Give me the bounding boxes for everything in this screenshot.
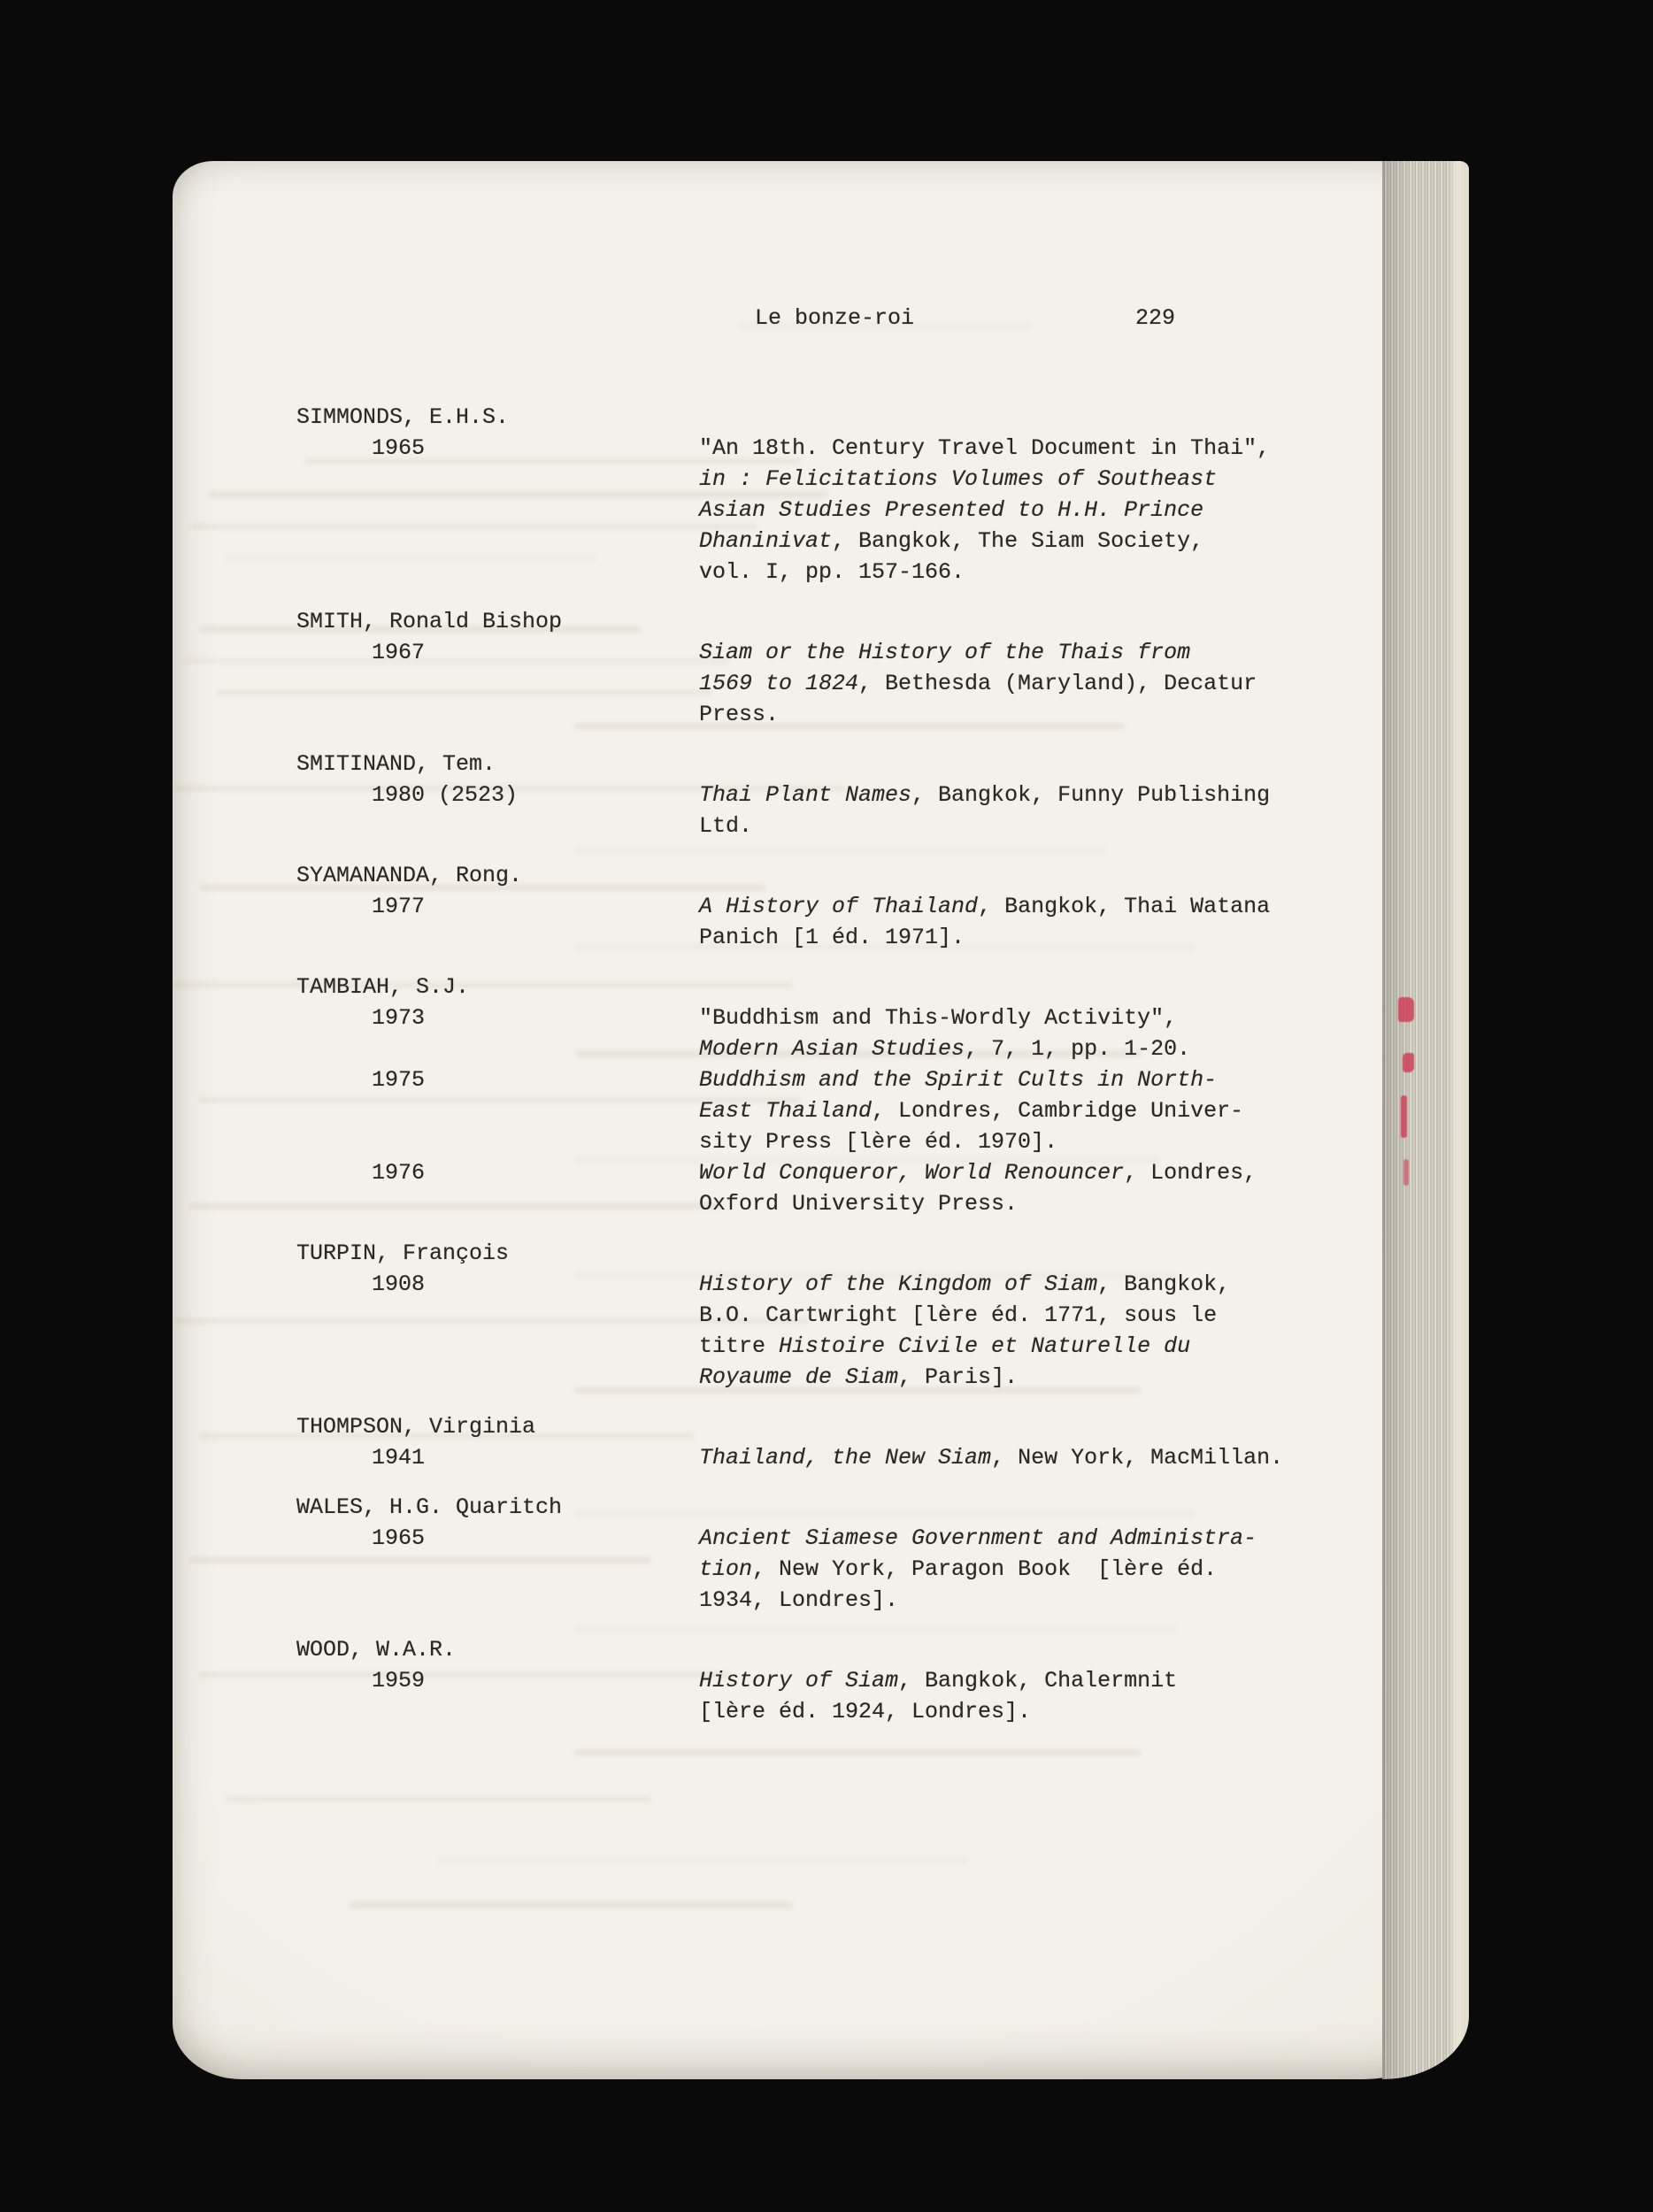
citation-title-italic: Histoire Civile et Naturelle du — [779, 1333, 1191, 1359]
citation-text: , Paris]. — [898, 1364, 1019, 1390]
citation-line — [699, 526, 1411, 557]
work-year: 1941 — [372, 1445, 426, 1471]
citation-text: , Bangkok, — [1097, 1271, 1231, 1297]
work-year: 1980 (2523) — [372, 782, 519, 808]
work-year: 1976 — [372, 1160, 426, 1186]
citation-line — [699, 1300, 1411, 1331]
bibliography-entry — [296, 749, 1411, 841]
citation-line — [699, 1126, 1411, 1157]
entry-work — [296, 891, 1411, 953]
entry-author: SMITINAND, Tem. — [296, 751, 496, 777]
citation-line — [699, 891, 1411, 922]
citation-title-italic: Royaume de Siam — [699, 1364, 899, 1390]
citation-text: vol. I, pp. 157-166. — [699, 559, 965, 585]
citation-title-italic: in : Felicitations Volumes of Southeast — [699, 466, 1218, 492]
entry-work — [296, 637, 1411, 730]
work-year: 1965 — [372, 1525, 426, 1551]
entry-work — [296, 433, 1411, 588]
bibliography-entry — [296, 1492, 1411, 1616]
citation-line — [699, 433, 1411, 464]
entry-author: TURPIN, François — [296, 1240, 510, 1266]
entry-work — [296, 1523, 1411, 1616]
citation-text: 1934, Londres]. — [699, 1587, 899, 1613]
entry-author: SYAMANANDA, Rong. — [296, 863, 523, 888]
work-citation — [699, 1442, 1411, 1473]
work-year: 1975 — [372, 1067, 426, 1093]
citation-text: "Buddhism and This-Wordly Activity", — [699, 1005, 1178, 1031]
citation-text: , Londres, Cambridge Univer- — [872, 1098, 1244, 1124]
bibliography-entries — [296, 402, 1411, 1746]
citation-title-italic: Asian Studies Presented to H.H. Prince — [699, 497, 1204, 523]
running-title: Le bonze-roi — [755, 305, 915, 331]
citation-text: titre — [699, 1333, 780, 1359]
work-citation — [699, 1064, 1411, 1157]
entry-work — [296, 780, 1411, 841]
citation-title-italic: Modern Asian Studies — [699, 1036, 965, 1062]
bleed-through-smudge — [350, 1897, 792, 1913]
entry-author: TAMBIAH, S.J. — [296, 974, 470, 1000]
citation-text: B.O. Cartwright [lère éd. 1771, sous le — [699, 1302, 1218, 1328]
citation-title-italic: East Thailand — [699, 1098, 873, 1124]
entry-author: SIMMONDS, E.H.S. — [296, 404, 510, 430]
citation-line — [699, 1033, 1411, 1064]
citation-line — [699, 1269, 1411, 1300]
citation-line — [699, 1665, 1411, 1696]
work-citation — [699, 637, 1411, 730]
entry-work — [296, 1064, 1411, 1157]
citation-line — [699, 1554, 1411, 1585]
citation-text: Press. — [699, 702, 780, 727]
bleed-through-smudge — [575, 1745, 1142, 1761]
page-edge-stack — [1382, 161, 1469, 2079]
citation-text: , Bethesda (Maryland), Decatur — [858, 671, 1257, 696]
work-citation — [699, 433, 1411, 588]
work-citation — [699, 891, 1411, 953]
page-edge-seam — [1382, 161, 1385, 2079]
bibliography-entry — [296, 860, 1411, 953]
fore-edge-mark — [1403, 1159, 1409, 1186]
page-number: 229 — [1135, 305, 1176, 331]
citation-title-italic: Ancient Siamese Government and Administra- — [699, 1525, 1257, 1551]
citation-line — [699, 1095, 1411, 1126]
work-year: 1959 — [372, 1668, 426, 1694]
work-citation — [699, 1157, 1411, 1219]
citation-line — [699, 922, 1411, 953]
citation-text: , Bangkok, The Siam Society, — [832, 528, 1204, 554]
entry-work — [296, 1157, 1411, 1219]
entry-author: WALES, H.G. Quaritch — [296, 1494, 563, 1520]
entry-work — [296, 1269, 1411, 1393]
citation-line — [699, 1442, 1411, 1473]
bibliography-entry — [296, 1238, 1411, 1393]
citation-line — [699, 668, 1411, 699]
citation-title-italic: A History of Thailand — [699, 894, 979, 919]
citation-line — [699, 1331, 1411, 1362]
citation-text: Panich [1 éd. 1971]. — [699, 925, 965, 950]
citation-text: [lère éd. 1924, Londres]. — [699, 1699, 1032, 1724]
citation-line — [699, 1362, 1411, 1393]
work-year: 1977 — [372, 894, 426, 919]
work-citation — [699, 780, 1411, 841]
bibliography-entry — [296, 402, 1411, 588]
citation-line — [699, 1523, 1411, 1554]
bleed-through-smudge — [438, 1853, 969, 1869]
citation-title-italic: Thai Plant Names — [699, 782, 912, 808]
citation-title-italic: World Conqueror, World Renouncer — [699, 1160, 1125, 1186]
entry-author: SMITH, Ronald Bishop — [296, 609, 563, 634]
citation-line — [699, 1064, 1411, 1095]
citation-text: , New York, Paragon Book [lère éd. — [752, 1556, 1218, 1582]
citation-line — [699, 464, 1411, 495]
entry-work — [296, 1002, 1411, 1064]
entry-author: THOMPSON, Virginia — [296, 1414, 536, 1440]
book-page — [173, 161, 1469, 2079]
citation-title-italic: History of Siam — [699, 1668, 899, 1694]
citation-title-italic: History of the Kingdom of Siam — [699, 1271, 1098, 1297]
entry-author: WOOD, W.A.R. — [296, 1637, 457, 1663]
citation-title-italic: Buddhism and the Spirit Cults in North- — [699, 1067, 1218, 1093]
work-citation — [699, 1523, 1411, 1616]
citation-text: "An 18th. Century Travel Document in Thai", — [699, 435, 1271, 461]
citation-text: , New York, MacMillan. — [991, 1445, 1284, 1471]
citation-text: , Bangkok, Funny Publishing — [911, 782, 1271, 808]
citation-title-italic: tion — [699, 1556, 753, 1582]
citation-line — [699, 780, 1411, 810]
citation-text: , 7, 1, pp. 1-20. — [965, 1036, 1191, 1062]
citation-line — [699, 1696, 1411, 1727]
fore-edge-mark — [1401, 1095, 1407, 1138]
citation-line — [699, 637, 1411, 668]
citation-text: Ltd. — [699, 813, 753, 839]
fore-edge-mark — [1398, 997, 1414, 1022]
citation-line — [699, 1002, 1411, 1033]
entry-work — [296, 1442, 1411, 1473]
work-year: 1973 — [372, 1005, 426, 1031]
bibliography-entry — [296, 1411, 1411, 1473]
bibliography-entry — [296, 606, 1411, 730]
work-year: 1908 — [372, 1271, 426, 1297]
bleed-through-smudge — [226, 1791, 650, 1807]
citation-line — [699, 1188, 1411, 1219]
citation-line — [699, 1585, 1411, 1616]
entry-work — [296, 1665, 1411, 1727]
citation-text: Oxford University Press. — [699, 1191, 1019, 1217]
work-citation — [699, 1665, 1411, 1727]
citation-title-italic: Thailand, the New Siam — [699, 1445, 992, 1471]
work-citation — [699, 1269, 1411, 1393]
work-year: 1967 — [372, 640, 426, 665]
bibliography-entry — [296, 1634, 1411, 1727]
citation-title-italic: Dhaninivat — [699, 528, 833, 554]
citation-line — [699, 495, 1411, 526]
citation-line — [699, 810, 1411, 841]
citation-line — [699, 1157, 1411, 1188]
citation-title-italic: 1569 to 1824 — [699, 671, 859, 696]
citation-text: sity Press [lère éd. 1970]. — [699, 1129, 1058, 1155]
work-citation — [699, 1002, 1411, 1064]
citation-text: , Londres, — [1124, 1160, 1257, 1186]
fore-edge-mark — [1403, 1053, 1414, 1072]
citation-text: , Bangkok, Chalermnit — [898, 1668, 1178, 1694]
bibliography-entry — [296, 972, 1411, 1219]
citation-text: , Bangkok, Thai Watana — [978, 894, 1271, 919]
citation-line — [699, 699, 1411, 730]
work-year: 1965 — [372, 435, 426, 461]
citation-title-italic: Siam or the History of the Thais from — [699, 640, 1191, 665]
citation-line — [699, 557, 1411, 588]
